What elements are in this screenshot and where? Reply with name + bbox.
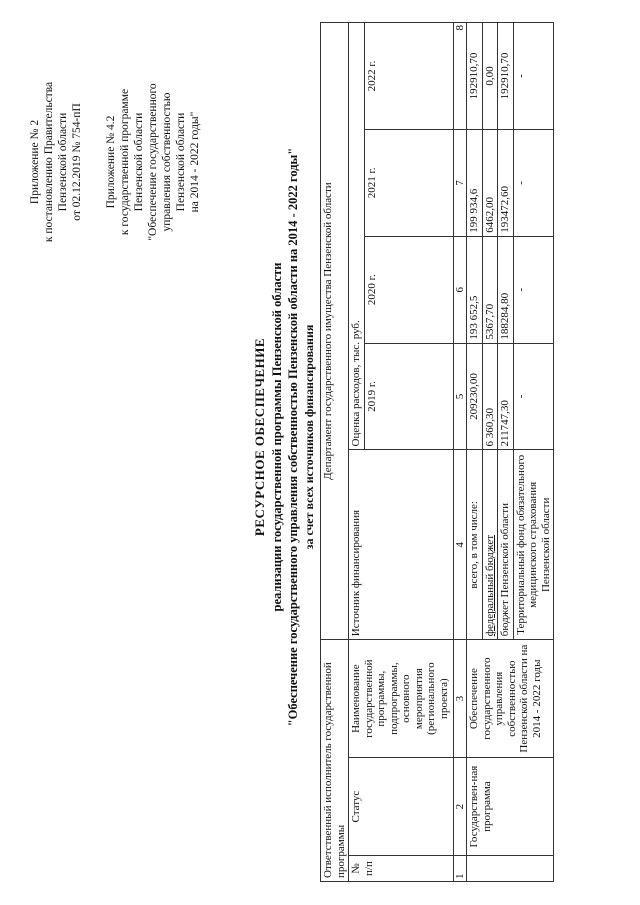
column-number: 1 [453, 856, 467, 882]
header-estimate: Оценка расходов, тыс. руб. [349, 23, 365, 450]
table-row [467, 23, 483, 882]
header-num: № п/п [349, 856, 454, 882]
header-source: Источник финансирования [349, 450, 454, 640]
document-title: РЕСУРСНОЕ ОБЕСПЕЧЕНИЕ [252, 337, 267, 537]
source-label: федеральный бюджет [482, 450, 498, 640]
value-cell: 211747,30 [498, 343, 514, 450]
value-cell: - [513, 343, 554, 450]
column-number-row [453, 23, 467, 882]
appendix-line: Приложение № 2 [29, 119, 41, 205]
value-cell: 6462,00 [482, 129, 498, 236]
value-cell: 209230,00 [467, 343, 483, 450]
header-row [349, 23, 365, 882]
appendix-4-2-header [104, 42, 202, 282]
executor-label: Ответственный исполнитель государственной программы [321, 640, 349, 882]
header-year: 2022 г. [364, 23, 453, 130]
column-number: 5 [453, 343, 467, 450]
value-cell: - [513, 129, 554, 236]
rotated-page [20, 22, 620, 882]
source-label: всего, в том числе: [467, 450, 483, 640]
appendix-line: к постановлению Правительства [43, 81, 55, 243]
column-number: 4 [453, 450, 467, 640]
column-number: 2 [453, 758, 467, 856]
value-cell: 192910,70 [498, 23, 514, 130]
row-num [467, 856, 554, 882]
header-name: Наименование государственной программы, подпрограммы, основного мероприятия (регионального проекта) [349, 640, 454, 758]
executor-row [321, 23, 349, 882]
value-cell: 5367,70 [482, 236, 498, 343]
column-number: 8 [453, 23, 467, 130]
appendix-line: Пензенской области [133, 112, 145, 212]
header-year: 2019 г. [364, 343, 453, 450]
value-cell: 193 652,5 [467, 236, 483, 343]
row-status: Государствен-ная программа [467, 758, 554, 856]
value-cell: 0,00 [482, 23, 498, 130]
executor-value: Департамент государственного имущества Пензенской области [321, 23, 349, 640]
appendix-line: от 02.12.2019 № 754-пП [71, 103, 83, 221]
column-number: 3 [453, 640, 467, 758]
header-year: 2020 г. [364, 236, 453, 343]
appendix-line: Пензенской области [175, 112, 187, 212]
appendix-line: к государственной программе [119, 88, 131, 236]
value-cell: - [513, 23, 554, 130]
value-cell: 6 360,30 [482, 343, 498, 450]
value-cell: 192910,70 [467, 23, 483, 130]
header-year: 2021 г. [364, 129, 453, 236]
appendix-line: "Обеспечение государственного [147, 83, 159, 241]
program-name-title: "Обеспечение государственного управления собственностью Пензенской области на 2014 - 2022 годы" [286, 147, 300, 727]
row-program-name: Обеспечение государственного управления собственностью Пензенской области на 2014 - 2022 годы [467, 640, 554, 758]
appendix-2-header [28, 42, 84, 282]
source-label: Территориальный фонд обязательного медицинского страхования Пензенской области [513, 450, 554, 640]
value-cell: 188284,80 [498, 236, 514, 343]
appendix-line: управления собственностью [161, 92, 173, 232]
value-cell: - [513, 236, 554, 343]
column-number: 7 [453, 129, 467, 236]
funding-sources-title: за счет всех источников финансирования [302, 324, 316, 550]
appendix-line: на 2014 - 2022 годы" [189, 111, 201, 213]
appendix-line: Пензенской области [57, 112, 69, 212]
document-subtitle: реализации государственной программы Пензенской области [270, 262, 284, 612]
column-number: 6 [453, 236, 467, 343]
resource-table [320, 22, 554, 882]
appendix-line: Приложение № 4.2 [105, 115, 117, 209]
value-cell: 193472,60 [498, 129, 514, 236]
source-label: бюджет Пензенской области [498, 450, 514, 640]
value-cell: 199 934,6 [467, 129, 483, 236]
header-status: Статус [349, 758, 454, 856]
